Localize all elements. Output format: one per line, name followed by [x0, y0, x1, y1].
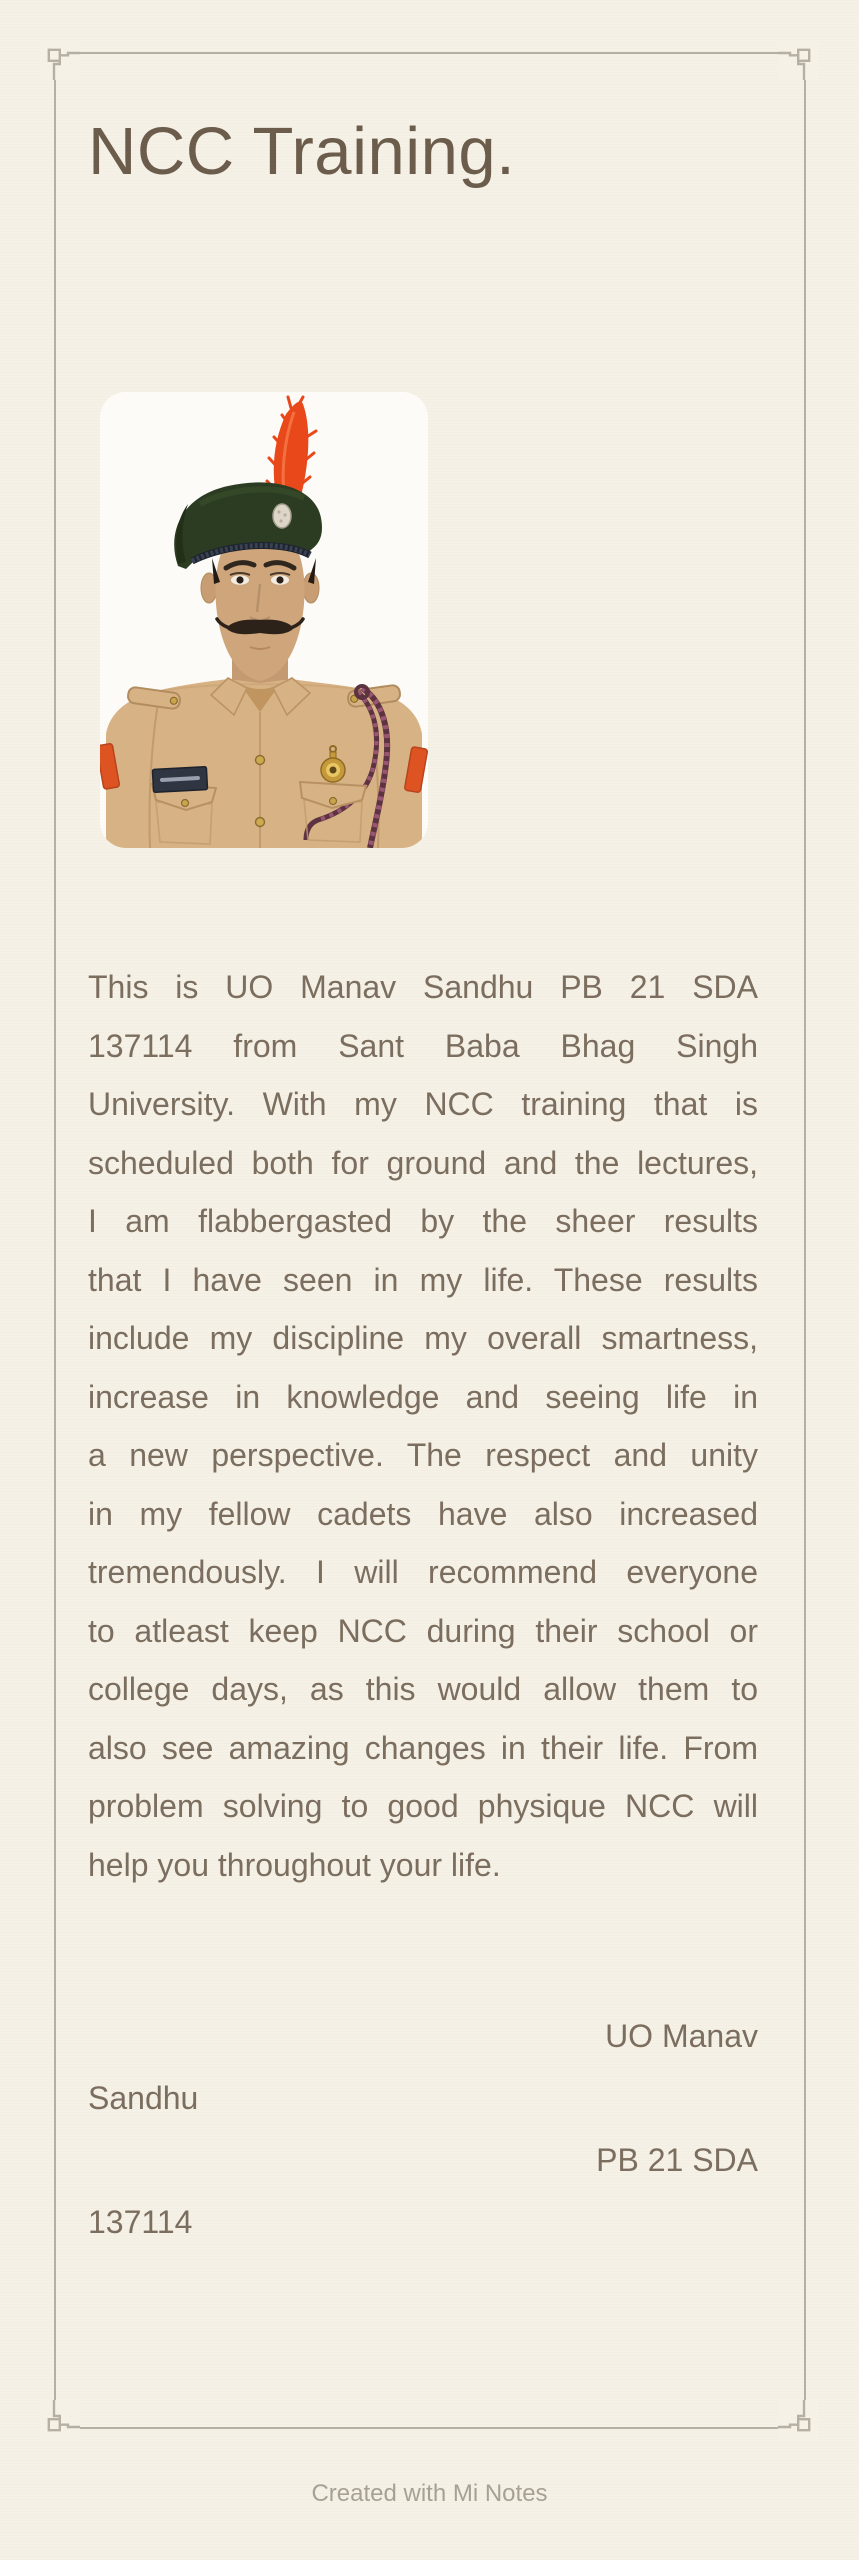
- note-body-line: 137114 from Sant Baba Bhag Singh: [88, 1027, 758, 1064]
- frame-corner-top-left-ornament: [40, 40, 80, 80]
- note-body-line: include my discipline my overall smartness,: [88, 1320, 758, 1356]
- note-body-line: also see amazing changes in their life. From: [88, 1729, 758, 1766]
- cadet-portrait-photo: [100, 392, 428, 848]
- note-body-line: problem solving to good physique NCC will: [88, 1788, 758, 1824]
- frame-corner-bottom-left-ornament: [40, 2400, 80, 2440]
- note-body-line: increase in knowledge and seeing life in: [88, 1378, 758, 1415]
- signature-line: UO Manav: [605, 2018, 758, 2054]
- note-body-line: in my fellow cadets have also increased: [88, 1495, 758, 1532]
- note-body-line: tremendously. I will recommend everyone: [88, 1554, 758, 1590]
- note-body-line: This is UO Manav Sandhu PB 21 SDA: [88, 969, 758, 1005]
- signature-line: 137114: [88, 2204, 193, 2240]
- shirt-button: [256, 818, 265, 827]
- note-body-paragraph: [88, 958, 758, 1894]
- note-body-line: to atleast keep NCC during their school or: [88, 1612, 758, 1649]
- note-body-line: that I have seen in my life. These results: [88, 1261, 758, 1298]
- note-body-line: a new perspective. The respect and unity: [88, 1437, 758, 1473]
- shirt-button: [256, 756, 265, 765]
- mi-notes-watermark: Created with Mi Notes: [311, 2480, 548, 2507]
- plume-silver-boss: [273, 504, 291, 528]
- signature-line: PB 21 SDA: [596, 2142, 758, 2178]
- note-signature-block: [88, 2005, 758, 2253]
- frame-corner-bottom-right-ornament: [778, 2400, 818, 2440]
- note-body-line: college days, as this would allow them to: [88, 1671, 758, 1707]
- frame-corner-top-right-ornament: [778, 40, 818, 80]
- signature-line: Sandhu: [88, 2080, 199, 2116]
- note-body-line: help you throughout your life.: [88, 1846, 501, 1883]
- note-body-line: University. With my NCC training that is: [88, 1086, 758, 1122]
- note-body-line: scheduled both for ground and the lectures,: [88, 1144, 758, 1181]
- note-body-line: I am flabbergasted by the sheer results: [88, 1203, 758, 1239]
- note-title: NCC Training.: [88, 114, 516, 189]
- uniform-name-tag: [152, 767, 207, 793]
